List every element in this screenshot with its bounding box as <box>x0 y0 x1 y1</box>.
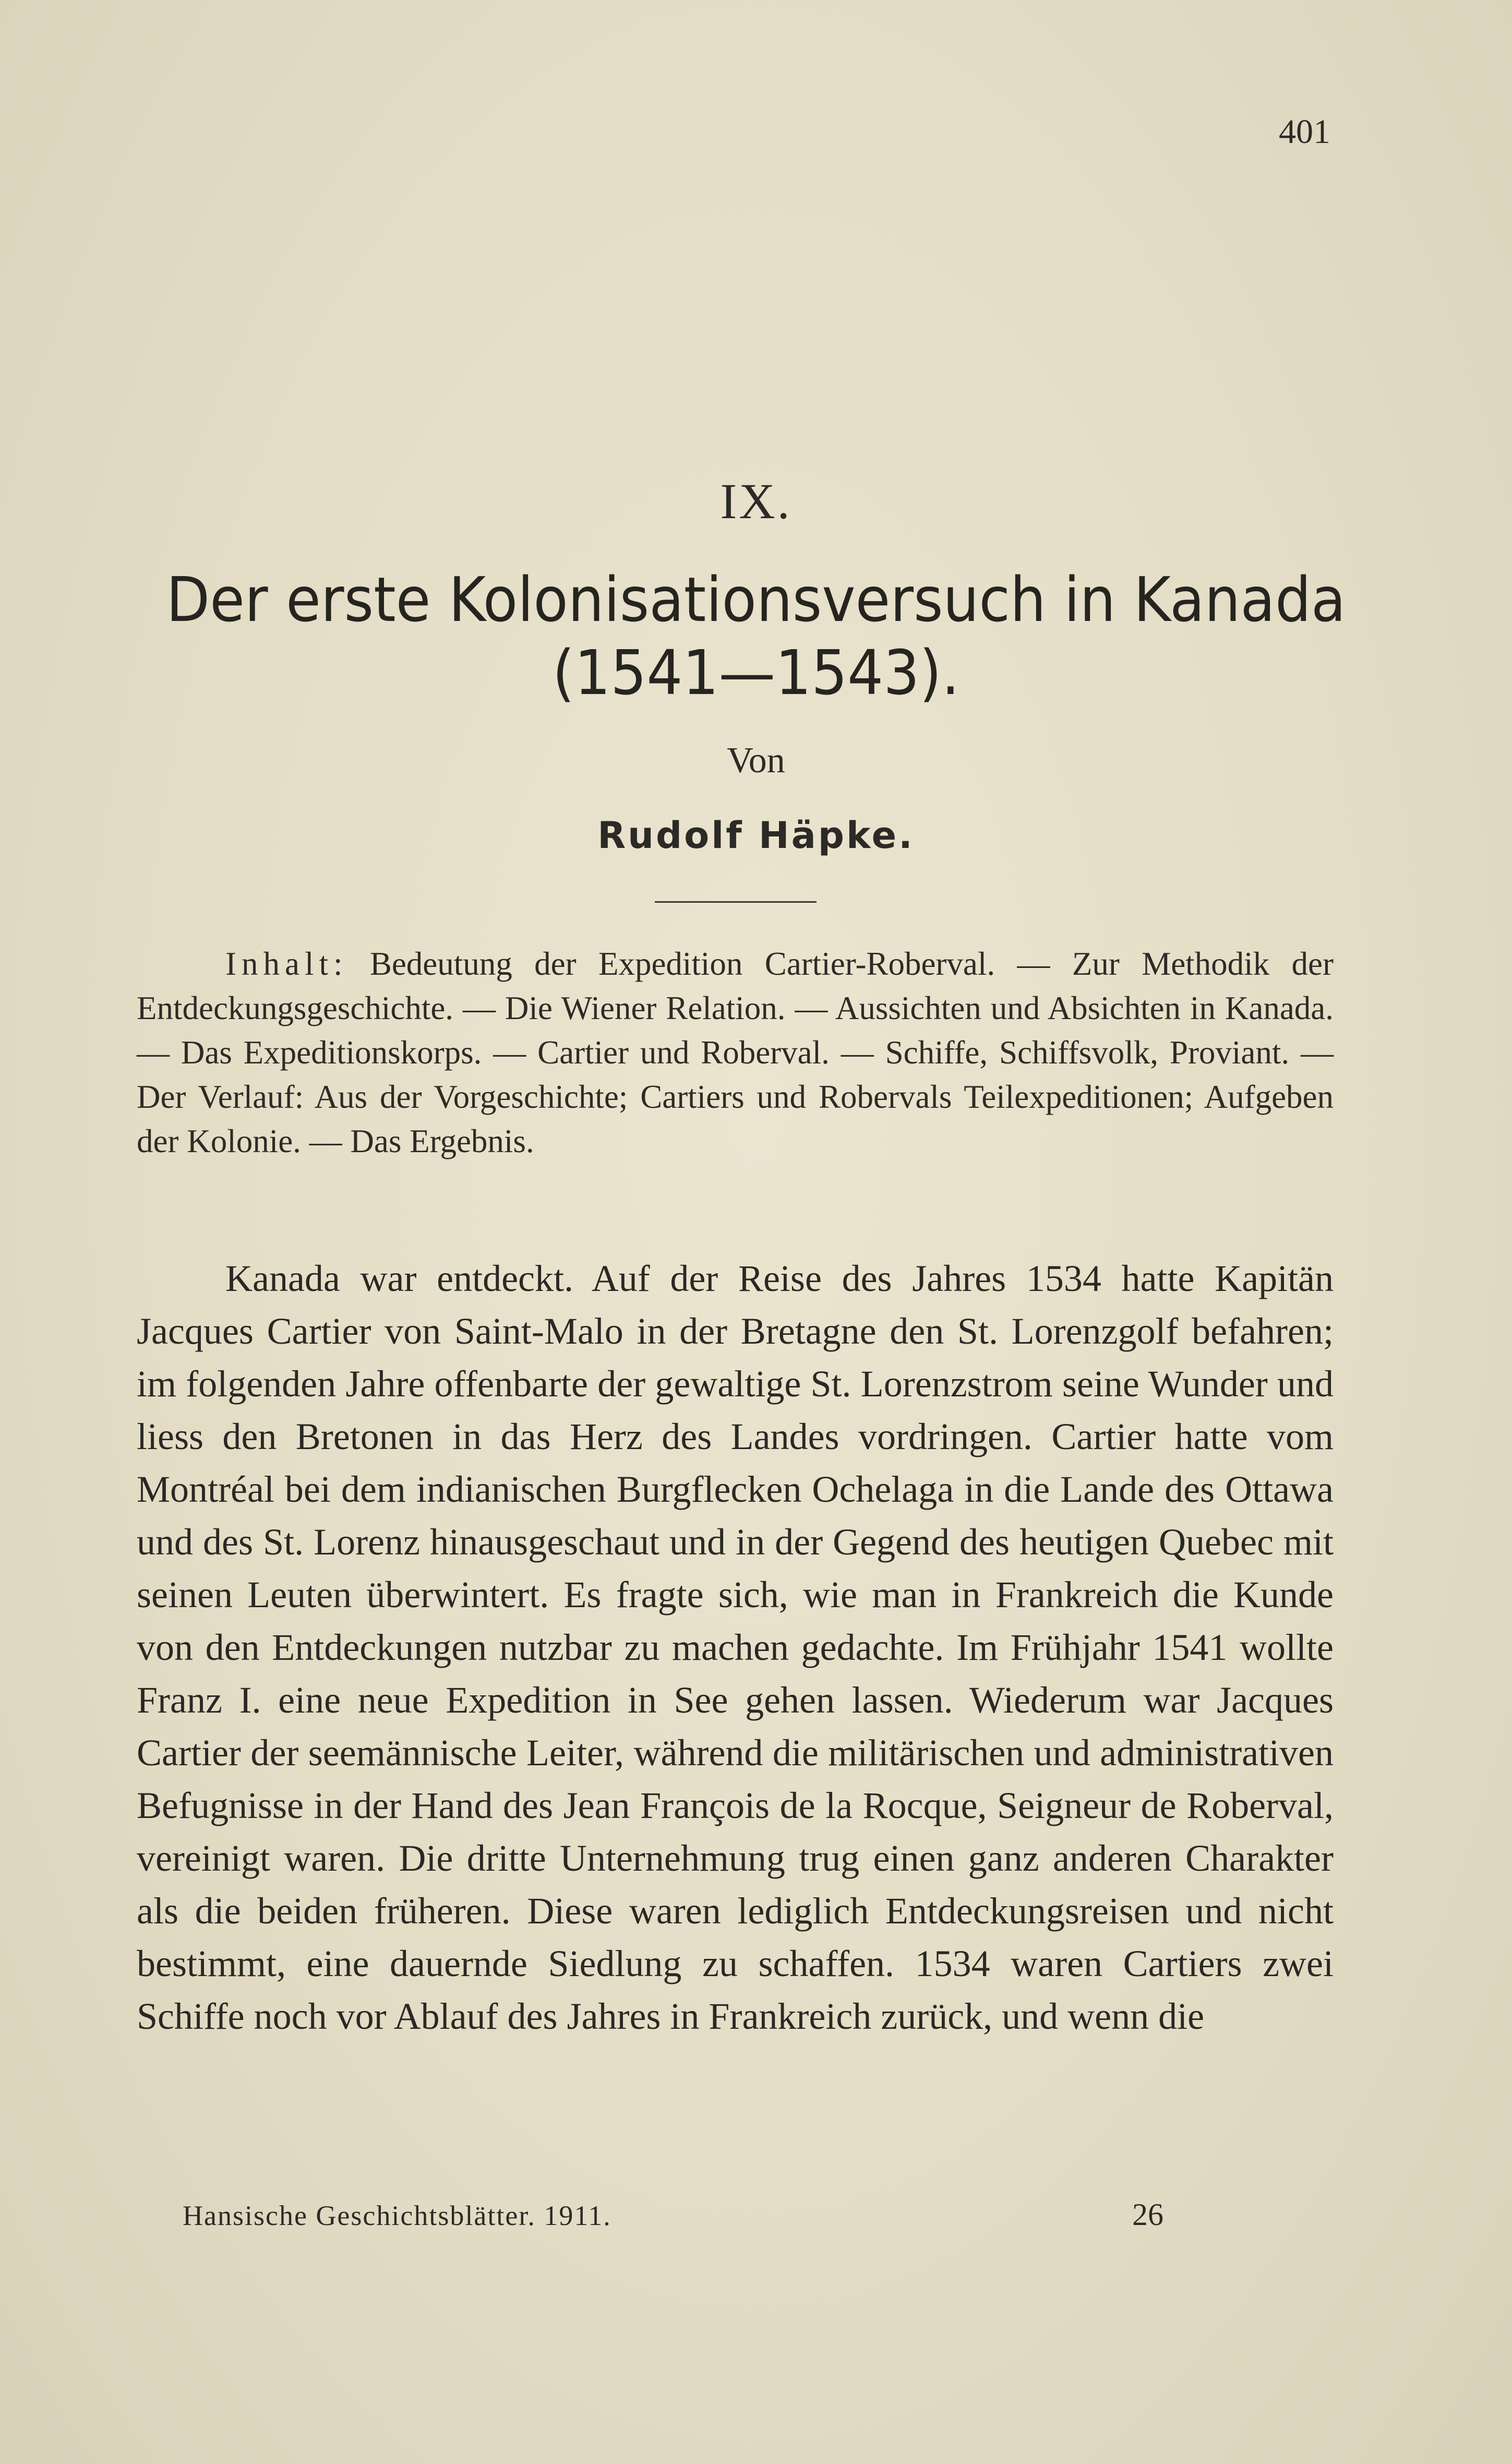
author-name: Rudolf Häpke. <box>597 814 915 857</box>
journal-footer: Hansische Geschichtsblätter. 1911. <box>183 2200 611 2231</box>
signature-mark: 26 <box>1132 2197 1163 2232</box>
chapter-title-line-1: Der erste Kolonisationsversuch in Kanada <box>166 564 1346 636</box>
body-paragraph <box>137 1252 1334 2043</box>
separator-rule <box>655 901 817 903</box>
body-paragraph-text: Kanada war entdeckt. Auf der Reise des Jahres 1534 hatte Kapitän Jacques Cartier von Saint-Malo in der Bretagne den St. Lorenzgolf befahren; im folgenden Jahre offenbarte der gewaltige St. Lorenzstrom seine Wunder und liess den Bretonen in das Herz des Landes vordringen. Cartier hatte vom Montréal bei dem indianischen Burgflecken Ochelaga in die Lande des Ottawa und des St. Lorenz hinausgeschaut und in der Gegend des heutigen Quebec mit seinen Leuten überwintert. Es fragte sich, wie man in Frankreich die Kunde von den Entdeckungen nutzbar zu machen gedachte. Im Frühjahr 1541 wollte Franz I. eine neue Expedition in See gehen lassen. Wiederum war Jacques Cartier der seemännische Leiter, während die militärischen und administrativen Befugnisse in der Hand des Jean François de la Rocque, Seigneur de Roberval, vereinigt waren. Die dritte Unternehmung trug einen ganz anderen Charakter als die beiden früheren. Diese waren lediglich Entdeckungsreisen und nicht bestimmt, eine dauernde Siedlung zu schaffen. 1534 waren Cartiers zwei Schiffe noch vor Ablauf des Jahres in Frankreich zurück, und wenn die <box>137 1258 1334 2037</box>
table-of-contents <box>137 942 1334 1164</box>
contents-label: Inhalt: <box>225 946 348 982</box>
contents-text: Bedeutung der Expedition Cartier-Roberval. — Zur Methodik der Entdeckungsgeschichte. — Die Wiener Relation. — Aussichten und Absichten in Kanada. — Das Expeditionskorps. — Cartier und Roberval. — Schiffe, Schiffsvolk, Proviant. — Der Verlauf: Aus der Vorgeschichte; Cartiers und Robervals Teilexpeditionen; Aufgeben der Kolonie. — Das Ergebnis. <box>137 946 1334 1159</box>
chapter-number: IX. <box>720 473 792 529</box>
chapter-title-line-2: (1541—1543). <box>552 637 960 709</box>
byline-von: Von <box>727 740 785 781</box>
page-number: 401 <box>1279 113 1330 151</box>
